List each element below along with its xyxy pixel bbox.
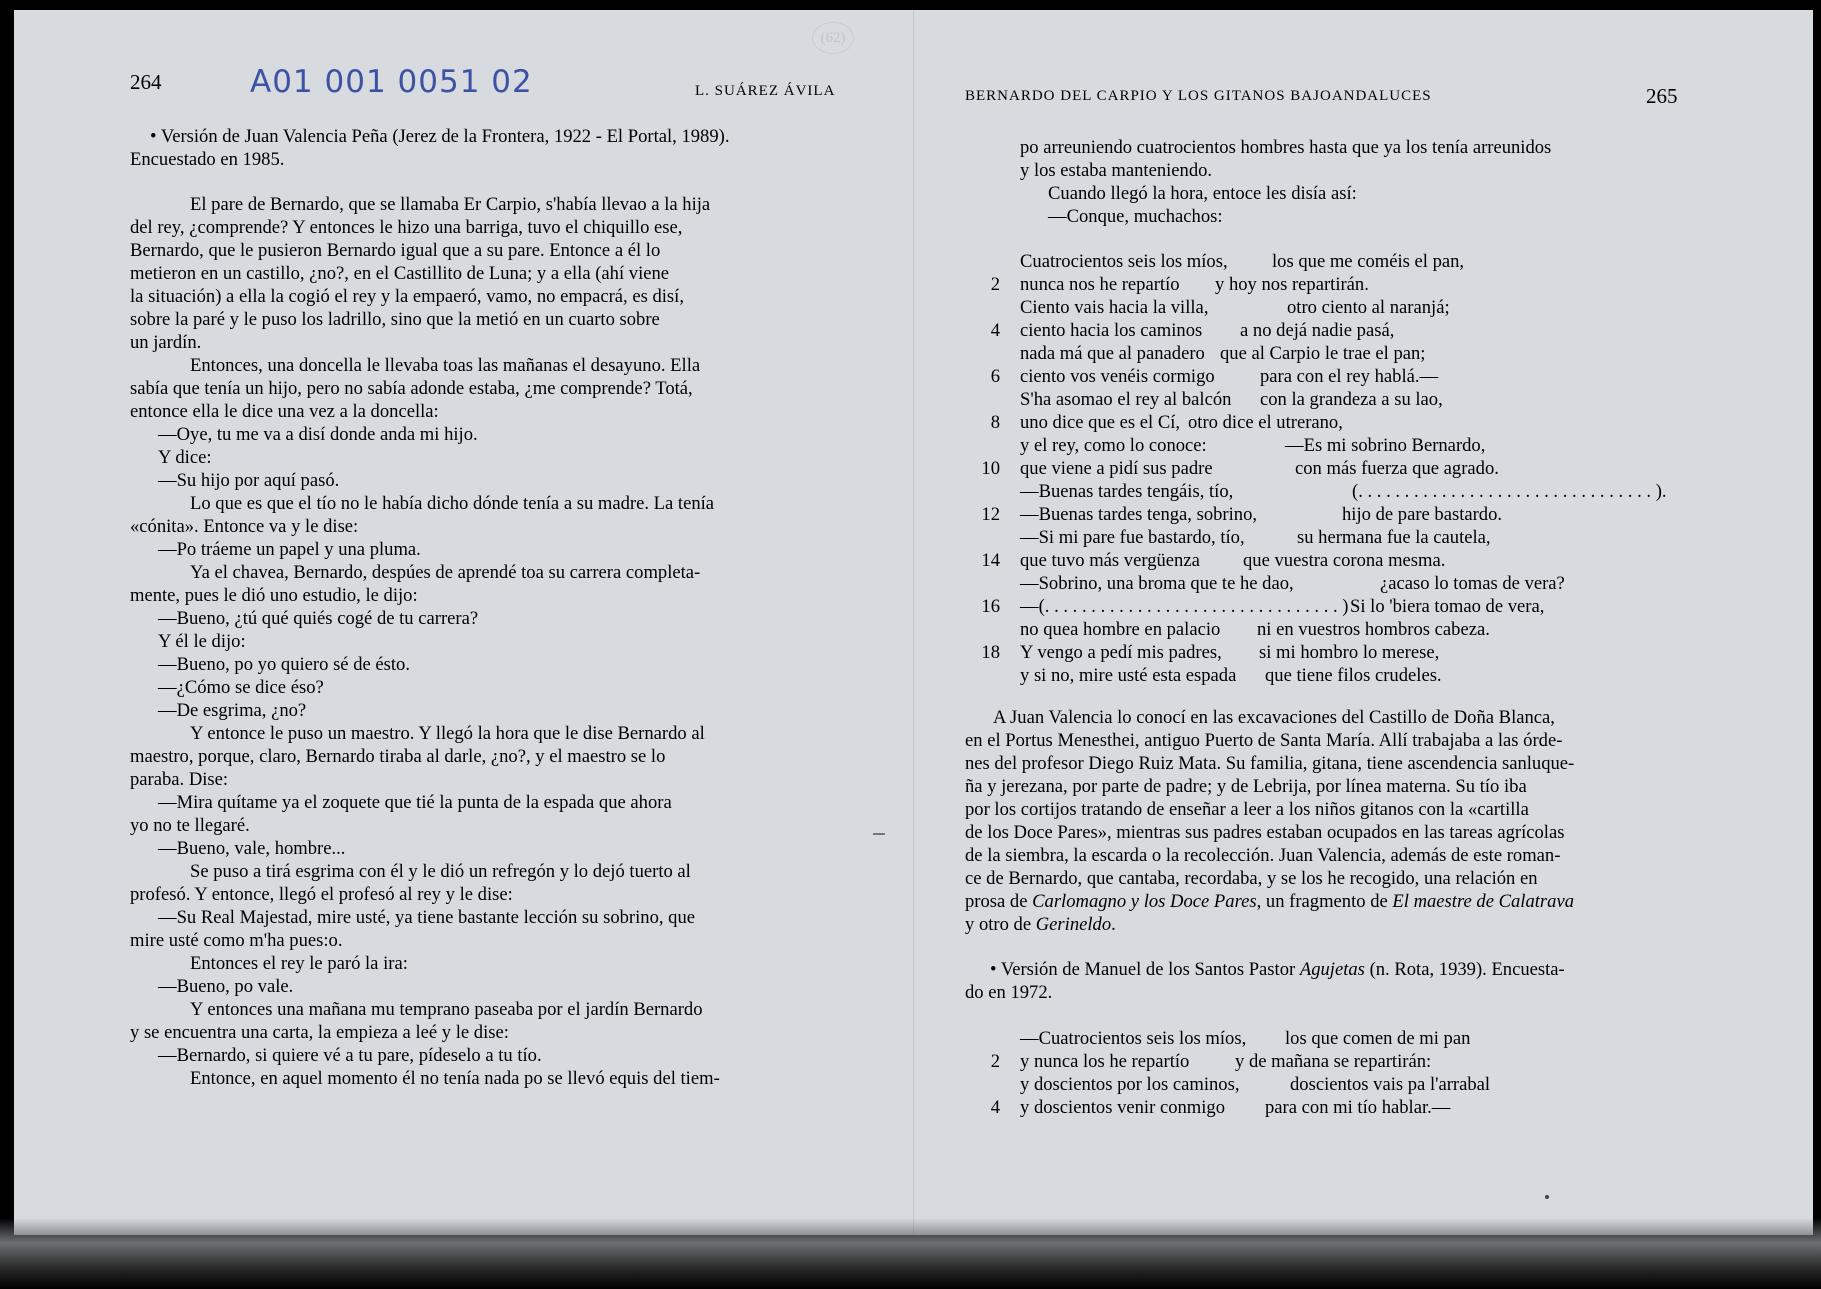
verse-second-hemistich: —Es mi sobrino Bernardo,: [1285, 435, 1486, 456]
body-line: —¿Cómo se dice éso?: [158, 677, 324, 698]
right-top-line-2: y los estaba manteniendo.: [1020, 160, 1213, 181]
verse-line: [960, 641, 1700, 664]
body-line: Lo que es que el tío no le había dicho dónde tenía a su madre. La tenía: [190, 493, 715, 514]
verse-number: 2: [990, 274, 1000, 295]
body-line: «cónita». Entonce va y le dise:: [130, 516, 359, 537]
verse-line: [960, 526, 1700, 549]
body-line: mire usté como m'ha pues:o.: [130, 930, 343, 951]
verse-line: [960, 342, 1700, 365]
verse-second-hemistich: otro ciento al naranjá;: [1287, 297, 1450, 318]
verse-first-hemistich: y el rey, como lo conoce:: [1020, 435, 1207, 456]
verse-number: 2: [990, 1051, 1000, 1072]
verse-first-hemistich: Ciento vais hacia la villa,: [1020, 297, 1209, 318]
verse-number: 14: [981, 550, 1000, 571]
intro-line-2: Encuestado en 1985.: [130, 149, 285, 170]
verse-number: 12: [981, 504, 1000, 525]
verse-number: 10: [981, 458, 1000, 479]
verse-second-hemistich: y de mañana se repartirán:: [1235, 1051, 1432, 1072]
body-line: —Mira quítame ya el zoquete que tié la punta de la espada que ahora: [158, 792, 672, 813]
verse-line: [960, 434, 1700, 457]
body-line: El pare de Bernardo, que se llamaba Er Carpio, s'había llevao a la hija: [190, 194, 711, 215]
verse-second-hemistich: doscientos vais pa l'arrabal: [1290, 1074, 1491, 1095]
verse-number: 18: [981, 642, 1000, 663]
paragraph-text: , un fragmento de: [1256, 891, 1393, 912]
body-line: Entonce, en aquel momento él no tenía nada po se llevó equis del tiem-: [190, 1068, 720, 1089]
verse-first-hemistich: que tuvo más vergüenza: [1020, 550, 1200, 571]
verse-second-hemistich: y hoy nos repartirán.: [1215, 274, 1369, 295]
verse-line: [960, 1073, 1700, 1096]
body-line: Y entonce le puso un maestro. Y llegó la hora que le dise Bernardo al: [190, 723, 705, 744]
verse-line: [960, 273, 1700, 296]
verse-second-hemistich: con más fuerza que agrado.: [1295, 458, 1499, 479]
verse-second-hemistich: si mi hombro lo merese,: [1259, 642, 1440, 663]
body-line: maestro, porque, claro, Bernardo tiraba al darle, ¿no?, y el maestro se lo: [130, 746, 666, 767]
paragraph-text: prosa de: [965, 891, 1033, 912]
verse-second-hemistich: para con mi tío hablar.—: [1265, 1097, 1451, 1118]
verse-second-hemistich: para con el rey hablá.—: [1260, 366, 1439, 387]
verse-first-hemistich: Cuatrocientos seis los míos,: [1020, 251, 1228, 272]
verse-line: [960, 664, 1700, 687]
verse-second-hemistich: los que comen de mi pan: [1285, 1028, 1471, 1049]
body-line: Entonces el rey le paró la ira:: [190, 953, 408, 974]
left-body-text: [130, 193, 840, 1090]
verse-first-hemistich: S'ha asomao el rey al balcón: [1020, 389, 1232, 410]
body-line: metieron en un castillo, ¿no?, en el Castillito de Luna; y a ella (ahí viene: [130, 263, 670, 284]
body-line: yo no te llegaré.: [130, 815, 250, 836]
verse-first-hemistich: —Cuatrocientos seis los míos,: [1020, 1028, 1247, 1049]
intro-2-text: (n. Rota, 1939). Encuesta-: [1364, 959, 1565, 980]
paragraph-text: y otro de: [965, 914, 1036, 935]
verse-line: [960, 457, 1700, 480]
verse-first-hemistich: Y vengo a pedí mis padres,: [1020, 642, 1222, 663]
intro-line-1: • Versión de Juan Valencia Peña (Jerez de la Frontera, 1922 - El Portal, 1989).: [150, 126, 730, 147]
verse-first-hemistich: y si no, mire usté esta espada: [1020, 665, 1237, 686]
paragraph-line: A Juan Valencia lo conocí en las excavaciones del Castillo de Doña Blanca,: [993, 707, 1555, 728]
verse-line: [960, 411, 1700, 434]
verse-number: 16: [981, 596, 1000, 617]
body-line: —Su hijo por aquí pasó.: [158, 470, 340, 491]
body-line: —Bueno, po yo quiero sé de ésto.: [158, 654, 411, 675]
verse-first-hemistich: —Buenas tardes tenga, sobrino,: [1020, 504, 1258, 525]
verse-line: [960, 595, 1700, 618]
paragraph-text: .: [1111, 914, 1116, 935]
verse-line: [960, 1096, 1700, 1119]
body-line: Y él le dijo:: [158, 631, 246, 652]
paragraph-line: en el Portus Menesthei, antiguo Puerto de Santa María. Allí trabajaba a las órde-: [965, 730, 1563, 751]
verse-first-hemistich: y doscientos venir conmigo: [1020, 1097, 1226, 1118]
right-top-line-1: po arreuniendo cuatrocientos hombres hasta que ya los tenía arreunidos: [1020, 137, 1552, 158]
left-running-head: L. SUÁREZ ÁVILA: [695, 83, 836, 99]
verse-second-hemistich: que al Carpio le trae el pan;: [1220, 343, 1426, 364]
right-top-line-4: —Conque, muchachos:: [1048, 206, 1223, 227]
body-line: —Oye, tu me va a disí donde anda mi hijo.: [158, 424, 478, 445]
verse-number: 8: [990, 412, 1000, 433]
paragraph-line: ña y jerezana, por parte de padre; y de Lebrija, por línea materna. Su tío iba: [965, 776, 1527, 797]
intro-2-line-2: do en 1972.: [965, 982, 1053, 1003]
verse-first-hemistich: nada má que al panadero: [1020, 343, 1205, 364]
verse-number: 4: [990, 320, 1000, 341]
paragraph-line: de la siembra, la escarda o la recolección. Juan Valencia, además de este roman-: [965, 845, 1561, 866]
verse-second-hemistich: su hermana fue la cautela,: [1297, 527, 1491, 548]
verse-second-hemistich: Si lo 'biera tomao de vera,: [1350, 596, 1545, 617]
body-line: —Bueno, vale, hombre...: [158, 838, 346, 859]
verse-line: [960, 250, 1700, 273]
body-line: —Bueno, ¿tú qué quiés cogé de tu carrera?: [158, 608, 479, 629]
verse-second-hemistich: ni en vuestros hombros cabeza.: [1257, 619, 1490, 640]
body-line: —Po tráeme un papel y una pluma.: [158, 539, 421, 560]
verse-number: 4: [990, 1097, 1000, 1118]
verse-first-hemistich: ciento hacia los caminos: [1020, 320, 1203, 341]
verse-second-hemistich: a no dejá nadie pasá,: [1240, 320, 1395, 341]
body-line: del rey, ¿comprende? Y entonces le hizo una barriga, tuvo el chiquillo ese,: [130, 217, 683, 238]
verse-first-hemistich: —Si mi pare fue bastardo, tío,: [1020, 527, 1245, 548]
verse-first-hemistich: nunca nos he repartío: [1020, 274, 1180, 295]
verse-second-hemistich: hijo de pare bastardo.: [1342, 504, 1503, 525]
body-line: —Su Real Majestad, mire usté, ya tiene bastante lección su sobrino, que: [158, 907, 696, 928]
verse-line: [960, 618, 1700, 641]
verse-first-hemistich: uno dice que es el Cí,: [1020, 412, 1181, 433]
verse-line: [960, 319, 1700, 342]
verse-block-1: [960, 250, 1700, 687]
verse-line: [960, 296, 1700, 319]
margin-dash: [873, 833, 885, 835]
body-line: Ya el chavea, Bernardo, despúes de aprendé toa su carrera completa-: [190, 562, 701, 583]
verse-first-hemistich: y doscientos por los caminos,: [1020, 1074, 1240, 1095]
verse-first-hemistich: —(. . . . . . . . . . . . . . . . . . . . . . . . . . . . . . . . ): [1020, 596, 1349, 617]
paragraph-last-line: [965, 890, 1679, 913]
verse-second-hemistich: que vuestra corona mesma.: [1243, 550, 1446, 571]
body-line: profesó. Y entonce, llegó el profesó al rey y le dise:: [130, 884, 513, 905]
verse-second-hemistich: ¿acaso lo tomas de vera?: [1380, 573, 1565, 594]
verse-first-hemistich: no quea hombre en palacio: [1020, 619, 1221, 640]
archive-stamp: A01 001 0051 02: [250, 64, 533, 100]
body-line: un jardín.: [130, 332, 202, 353]
body-line: la situación) a ella la cogió el rey y la empaeró, vamo, no empacrá, es disí,: [130, 286, 684, 307]
paragraph-final-line: [965, 913, 1679, 936]
verse-first-hemistich: y nunca los he repartío: [1020, 1051, 1190, 1072]
verse-line: [960, 1050, 1700, 1073]
left-page-number: 264: [130, 70, 162, 94]
body-line: —Bernardo, si quiere vé a tu pare, pídeselo a tu tío.: [158, 1045, 542, 1066]
verse-first-hemistich: ciento vos venéis cormigo: [1020, 366, 1215, 387]
verse-first-hemistich: —Sobrino, una broma que te he dao,: [1020, 573, 1294, 594]
body-line: entonce ella le dice una vez a la doncella:: [130, 401, 439, 422]
right-page-number: 265: [1646, 84, 1678, 108]
verse-line: [960, 549, 1700, 572]
verse-line: [960, 365, 1700, 388]
verse-first-hemistich: que viene a pidí sus padre: [1020, 458, 1213, 479]
right-running-head: BERNARDO DEL CARPIO Y LOS GITANOS BAJOANDALUCES: [965, 88, 1432, 104]
body-line: —Bueno, po vale.: [158, 976, 294, 997]
title-maestre: El maestre de Calatrava: [1392, 891, 1575, 912]
body-line: Y entonces una mañana mu temprano paseaba por el jardín Bernardo: [190, 999, 703, 1020]
verse-first-hemistich: —Buenas tardes tengáis, tío,: [1020, 481, 1234, 502]
body-line: sobre la paré y le puso los ladrillo, sino que la metió en un cuarto sobre: [130, 309, 660, 330]
verse-line: [960, 503, 1700, 526]
verse-line: [960, 572, 1700, 595]
verse-second-hemistich: los que me coméis el pan,: [1272, 251, 1465, 272]
body-line: sabía que tenía un hijo, pero no sabía adonde estaba, ¿me comprende? Totá,: [130, 378, 693, 399]
verse-line: [960, 480, 1700, 503]
paragraph-line: ce de Bernardo, que cantaba, recordaba, y se los he recogido, una relación en: [965, 868, 1538, 889]
body-line: paraba. Dise:: [130, 769, 229, 790]
body-line: Entonces, una doncella le llevaba toas las mañanas el desayuno. Ella: [190, 355, 701, 376]
verse-second-hemistich: con la grandeza a su lao,: [1260, 389, 1443, 410]
intro-2-text: • Versión de Manuel de los Santos Pastor: [990, 959, 1300, 980]
verse-block-2: [960, 1027, 1700, 1119]
circle-mark: (62): [812, 22, 854, 54]
paragraph-line: nes del profesor Diego Ruiz Mata. Su familia, gitana, tiene ascendencia sanluque-: [965, 753, 1575, 774]
verse-second-hemistich: (. . . . . . . . . . . . . . . . . . . . . . . . . . . . . . . . ).: [1352, 481, 1667, 502]
verse-number: 6: [990, 366, 1000, 387]
right-top-line-3: Cuando llegó la hora, entoce les disía así:: [1048, 183, 1357, 204]
body-line: Se puso a tirá esgrima con él y le dió un refregón y lo dejó tuerto al: [190, 861, 691, 882]
title-gerineldo: Gerineldo: [1035, 914, 1112, 935]
commentary-paragraph: [965, 706, 1679, 890]
singer-nickname: Agujetas: [1299, 959, 1365, 980]
intro-2-line-1: [990, 958, 1565, 981]
scan-bottom-edge: [0, 1218, 1821, 1289]
body-line: mente, pues le dió uno estudio, le dijo:: [130, 585, 418, 606]
body-line: y se encuentra una carta, la empieza a leé y le dise:: [130, 1022, 509, 1043]
verse-second-hemistich: otro dice el utrerano,: [1188, 412, 1343, 433]
paragraph-line: de los Doce Pares», mientras sus padres estaban ocupados en las tareas agrícolas: [965, 822, 1565, 843]
body-line: Y dice:: [158, 447, 212, 468]
body-line: —De esgrima, ¿no?: [158, 700, 307, 721]
title-carlomagno: Carlomagno y los Doce Pares: [1032, 891, 1257, 912]
body-line: Bernardo, que le pusieron Bernardo igual que a su pare. Entonce a él lo: [130, 240, 661, 261]
verse-line: [960, 388, 1700, 411]
verse-second-hemistich: que tiene filos crudeles.: [1265, 665, 1442, 686]
ink-speck: [1545, 1195, 1549, 1199]
paragraph-line: por los cortijos tratando de enseñar a leer a los niños gitanos con la «cartilla: [965, 799, 1529, 820]
verse-line: [960, 1027, 1700, 1050]
